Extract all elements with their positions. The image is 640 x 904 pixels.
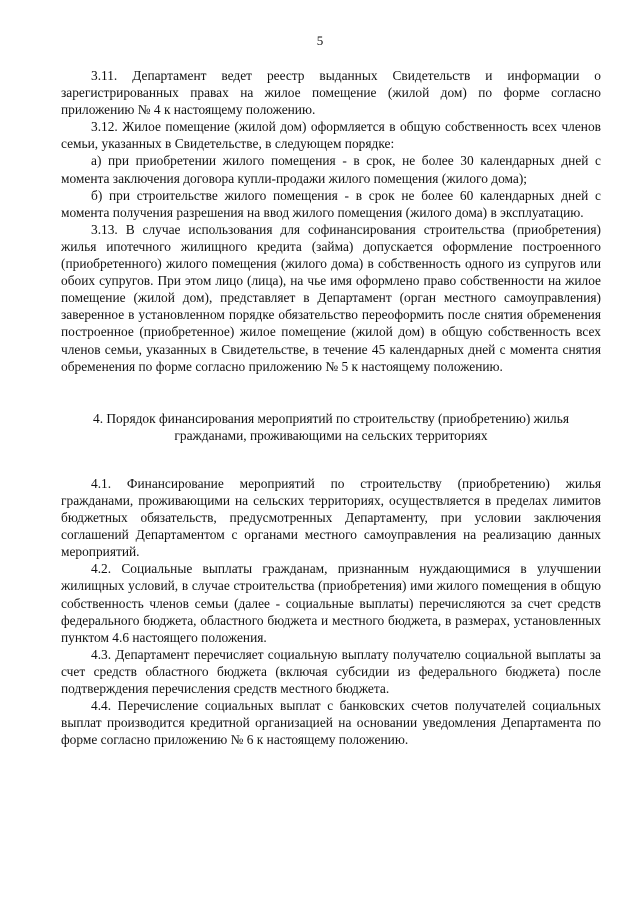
paragraph-4-3: 4.3. Департамент перечисляет социальную выплату получателю социальной выплаты за счет средств областного бюджета (включая субсидии из федерального бюджета) после подтверждения перечисления средств местного бюджета. (61, 646, 601, 696)
paragraph-3-12: 3.12. Жилое помещение (жилой дом) оформляется в общую собственность всех членов семьи, указанных в Свидетельстве, в следующем порядке: (61, 119, 601, 152)
paragraph-4-1: 4.1. Финансирование мероприятий по строительству (приобретению) жилья гражданами, проживающими на сельских территориях, осуществляется в пределах лимитов бюджетных обязательств, предусмотренных Департаменту, при условии заключения соглашений Департаментом с органами местного самоуправления на реализацию данных мероприятий. (61, 475, 601, 560)
paragraph-3-13: 3.13. В случае использования для софинансирования строительства (приобретения) жилья ипотечного жилищного кредита (займа) допускается оформление построенного (приобретенного) жилого помещения (жилого дома) в собственность одного из супругов или обоих супругов. При этом лицо (лица), на чье имя оформлено право собственности на жилое помещение (жилой дом), представляет в Департамент (орган местного самоуправления) заверенное в установленном порядке обязательство переоформить после снятия обременения построенное (приобретенное) жилое помещение (жилой дом) в общую собственность всех членов семьи, указанных в Свидетельстве, в течение 45 календарных дней с момента снятия обременения по форме согласно приложению № 5 к настоящему положению. (61, 221, 601, 374)
paragraph-3-12-b: б) при строительстве жилого помещения - в срок не более 60 календарных дней с момента получения разрешения на ввод жилого помещения (жилого дома) в эксплуатацию. (61, 187, 601, 220)
document-body (61, 67, 601, 748)
paragraph-3-12-a: а) при приобретении жилого помещения - в срок, не более 30 календарных дней с момента заключения договора купли-продажи жилого помещения (жилого дома); (61, 153, 601, 186)
section-4-heading: 4. Порядок финансирования мероприятий по строительству (приобретению) жилья гражданами, проживающими на сельских территориях (93, 410, 569, 443)
page-number: 5 (316, 33, 324, 48)
paragraph-4-4: 4.4. Перечисление социальных выплат с банковских счетов получателей социальных выплат производится кредитной организацией на основании уведомления Департамента по форме согласно приложению № 6 к настоящему положению. (61, 698, 601, 748)
paragraph-4-2: 4.2. Социальные выплаты гражданам, признанным нуждающимися в улучшении жилищных условий, в случае строительства (приобретения) ими жилого помещения в общую собственность членов семьи (далее - социальные выплаты) перечисляются за счет средств федерального бюджета, областного бюджета и местного бюджета, в размерах, установленных пунктом 4.6 настоящего положения. (61, 561, 601, 645)
paragraph-3-11: 3.11. Департамент ведет реестр выданных Свидетельств и информации о зарегистрированных правах на жилое помещение (жилой дом) по форме согласно приложению № 4 к настоящему положению. (61, 68, 601, 118)
